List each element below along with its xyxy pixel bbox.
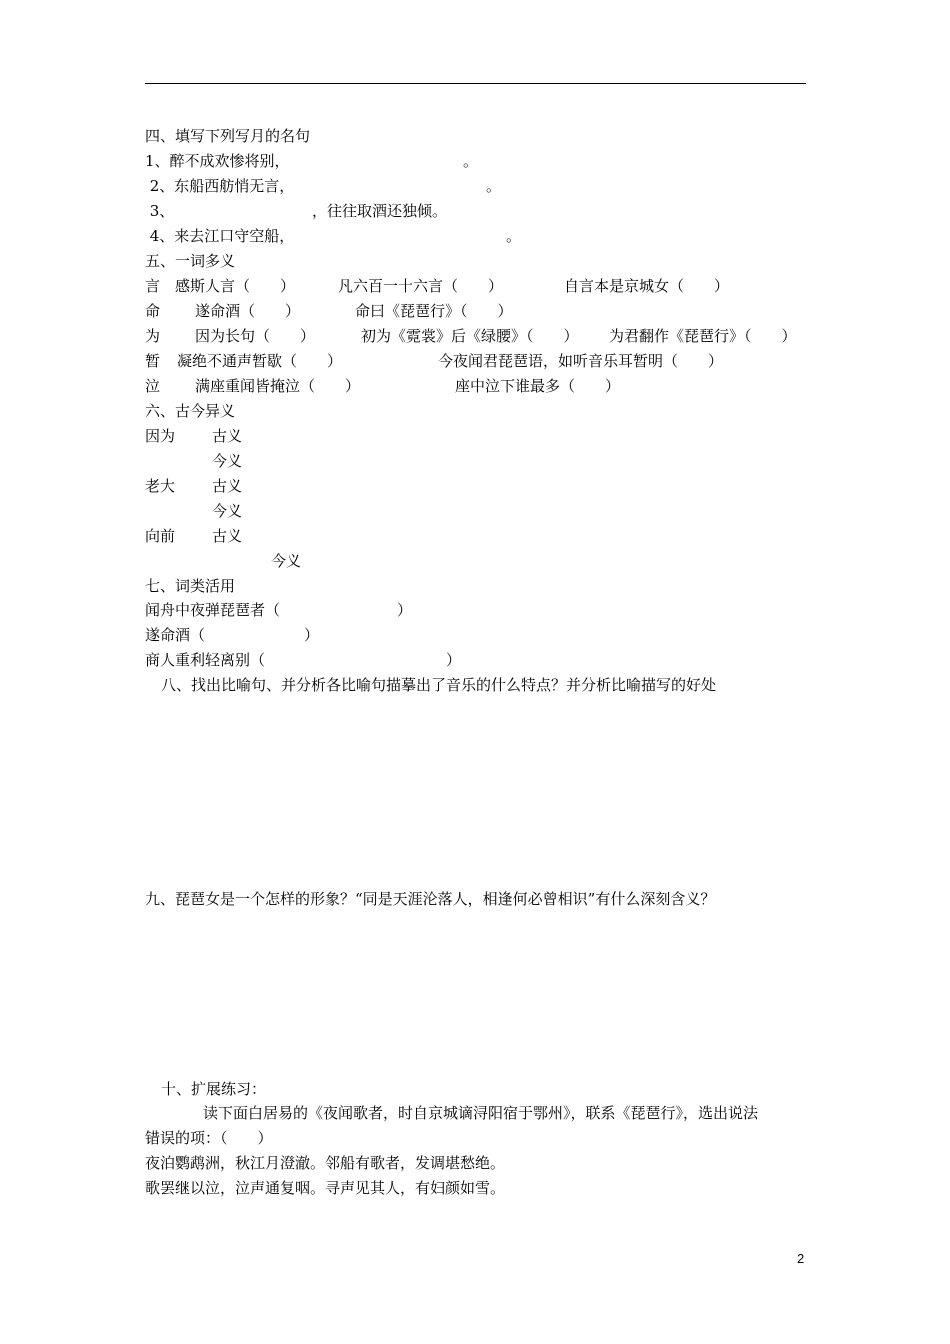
exercise-question: 错误的项：（ ） [145, 1129, 273, 1147]
huoyong-1: 闻舟中夜弹琵琶者（ [145, 601, 281, 619]
poem-line-1: 夜泊鹦鹉洲，秋江月澄澈。邻船有歌者，发调堪愁绝。 [145, 1154, 506, 1172]
word-laoda: 老大 [145, 477, 176, 495]
ming-item-2: 命曰《琵琶行》（ ） [355, 302, 513, 320]
gu-label: 古义 [212, 427, 243, 445]
ming-item-1: 遂命酒（ ） [195, 302, 301, 320]
section9-heading: 九、琵琶女是一个怎样的形象？“同是天涯沦落人，相逢何必曾相识”有什么深刻含义？ [145, 890, 716, 908]
section4-heading: 四、填写下列写月的名句 [145, 127, 311, 145]
word-zan: 暂 [145, 352, 161, 370]
yan-item-1: 感斯人言（ ） [175, 277, 296, 295]
huoyong-3: 商人重利轻离别（ [145, 651, 266, 669]
q1-text: 1、醉不成欢惨将别， [145, 152, 290, 170]
poem-line-2: 歌罢继以泣，泣声通复咽。寻声见其人，有妇颜如雪。 [145, 1179, 506, 1197]
section5-heading: 五、一词多义 [145, 252, 236, 270]
word-qi: 泣 [145, 377, 161, 395]
jin-label: 今义 [271, 552, 302, 570]
gu-label: 古义 [212, 527, 243, 545]
exercise-intro: 读下面白居易的《夜闻歌者，时自京城谪浔阳宿于鄂州》，联系《琵琶行》，选出说法 [203, 1104, 759, 1122]
word-yinwei: 因为 [145, 427, 176, 445]
gu-label: 古义 [212, 477, 243, 495]
word-yan: 言 [145, 277, 161, 295]
huoyong-2: 遂命酒（ [145, 626, 206, 644]
section7-heading: 七、词类活用 [145, 577, 236, 595]
section6-heading: 六、古今异义 [145, 402, 236, 420]
jin-label: 今义 [212, 452, 243, 470]
huoyong-3-end: ） [446, 651, 462, 669]
section8-heading: 八、找出比喻句、并分析各比喻句描摹出了音乐的什么特点？并分析比喻描写的好处 [161, 676, 717, 694]
wei-item-3: 为君翻作《琵琶行》（ ） [609, 327, 797, 345]
q2-end: 。 [486, 177, 502, 195]
yan-item-2: 凡六百一十六言（ ） [338, 277, 504, 295]
wei-item-2: 初为《霓裳》后《绿腰》（ ） [361, 327, 579, 345]
zan-item-1: 凝绝不通声暂歇（ ） [177, 352, 343, 370]
q3-end: ，往往取酒还独倾。 [312, 202, 448, 220]
qi-item-1: 满座重闻皆掩泣（ ） [195, 377, 361, 395]
wei-item-1: 因为长句（ ） [195, 327, 316, 345]
page-number: 2 [797, 1251, 805, 1266]
q3-text: 3、 [145, 202, 175, 220]
q1-end: 。 [463, 152, 479, 170]
huoyong-2-end: ） [304, 626, 320, 644]
yan-item-3: 自言本是京城女（ ） [564, 277, 730, 295]
jin-label: 今义 [212, 502, 243, 520]
word-wei: 为 [145, 327, 161, 345]
q2-text: 2、东船西舫悄无言， [145, 177, 295, 195]
header-rule [145, 83, 806, 84]
word-ming: 命 [145, 302, 161, 320]
section10-heading: 十、扩展练习： [161, 1080, 267, 1098]
q4-text: 4、来去江口守空船， [145, 227, 295, 245]
word-xiangqian: 向前 [145, 527, 176, 545]
qi-item-2: 座中泣下谁最多（ ） [455, 377, 621, 395]
huoyong-1-end: ） [397, 601, 413, 619]
q4-end: 。 [506, 227, 522, 245]
zan-item-2: 今夜闻君琵琶语，如听音乐耳暂明（ ） [438, 352, 724, 370]
